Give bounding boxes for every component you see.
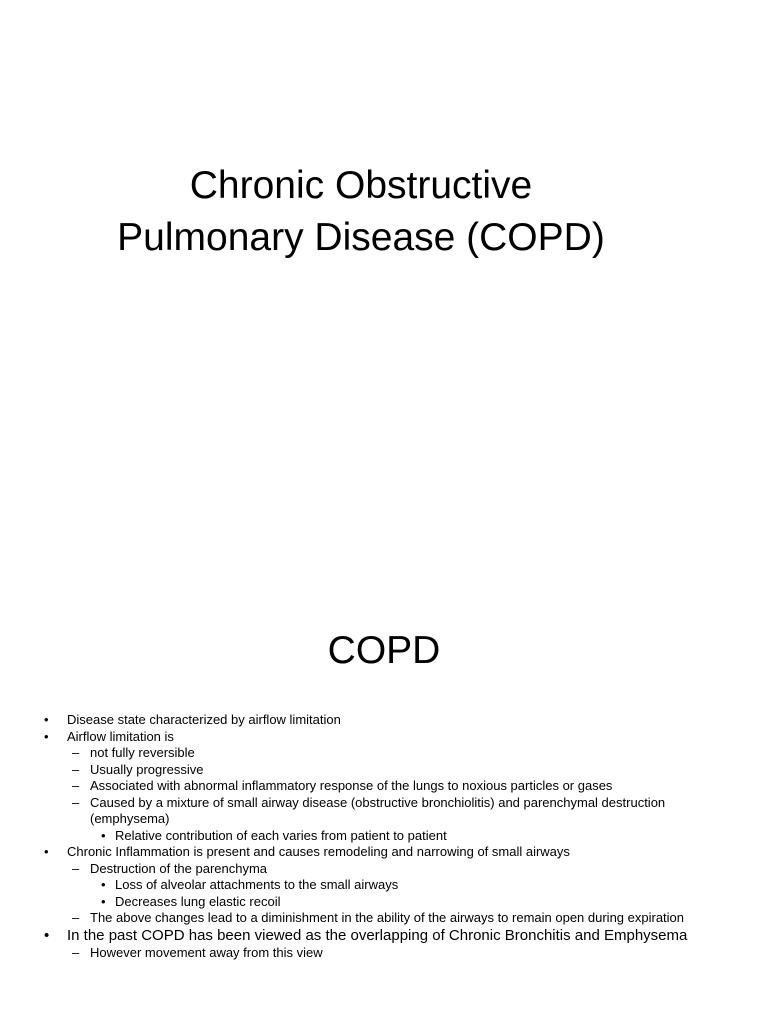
- dash-marker: –: [72, 910, 80, 925]
- bullet-marker: •: [44, 728, 49, 744]
- sub-bullet-text: Caused by a mixture of small airway disease (obstructive bronchiolitis) and parenchymal destruction (emphysema): [90, 794, 666, 826]
- dash-marker: –: [72, 860, 80, 876]
- sub-bullet-item: [0, 910, 768, 927]
- bullet-text: Chronic Inflammation is present and causes remodeling and narrowing of small airways: [67, 844, 570, 859]
- sub-sub-bullet-text: Loss of alveolar attachments to the small airways: [115, 877, 399, 892]
- sub-bullet-text: Associated with abnormal inflammatory response of the lungs to noxious particles or gases: [90, 778, 613, 793]
- bullet-text: In the past COPD has been viewed as the overlapping of Chronic Bronchitis and Emphysema: [67, 926, 688, 944]
- bullet-marker: •: [44, 712, 49, 727]
- sub-bullet-item: [0, 861, 768, 878]
- bullet-item: [0, 729, 768, 746]
- dash-marker: –: [72, 794, 80, 810]
- slide-2-title: COPD: [327, 629, 441, 672]
- bullet-marker: •: [44, 926, 50, 944]
- sub-bullet-item: [0, 795, 768, 828]
- slide-2-bullet-list: [0, 712, 768, 961]
- sub-sub-bullet-text: Decreases lung elastic recoil: [115, 893, 281, 909]
- dash-marker: –: [72, 745, 80, 760]
- bullet-item: [0, 927, 768, 945]
- sub-sub-bullet-item: [0, 894, 768, 911]
- sub-sub-bullet-item: [0, 828, 768, 845]
- bullet-item: [0, 844, 768, 861]
- sub-bullet-text: The above changes lead to a diminishment in the ability of the airways to remain open during expiration: [90, 910, 685, 925]
- bullet-marker: •: [101, 893, 106, 909]
- bullet-text: Airflow limitation is: [67, 728, 174, 744]
- sub-bullet-text: Destruction of the parenchyma: [90, 860, 268, 876]
- dash-marker: –: [72, 944, 80, 960]
- sub-bullet-text: Usually progressive: [90, 761, 204, 777]
- bullet-item: [0, 712, 768, 729]
- dash-marker: –: [72, 778, 80, 793]
- sub-bullet-item: [0, 778, 768, 795]
- slide-1-title-line-2: Pulmonary Disease (COPD): [117, 216, 605, 259]
- sub-bullet-item: [0, 762, 768, 779]
- dash-marker: –: [72, 761, 80, 777]
- bullet-marker: •: [101, 877, 106, 892]
- slide-1-title: [0, 160, 722, 264]
- bullet-marker: •: [101, 827, 106, 843]
- slide-1-title-line-1: Chronic Obstructive: [189, 164, 533, 207]
- sub-bullet-item: [0, 745, 768, 762]
- sub-sub-bullet-item: [0, 877, 768, 894]
- sub-sub-bullet-text: Relative contribution of each varies from patient to patient: [115, 827, 447, 843]
- bullet-text: Disease state characterized by airflow limitation: [67, 712, 341, 727]
- sub-bullet-text: not fully reversible: [90, 745, 195, 760]
- bullet-marker: •: [44, 844, 49, 859]
- sub-bullet-item: [0, 945, 768, 962]
- sub-bullet-text: However movement away from this view: [90, 944, 323, 960]
